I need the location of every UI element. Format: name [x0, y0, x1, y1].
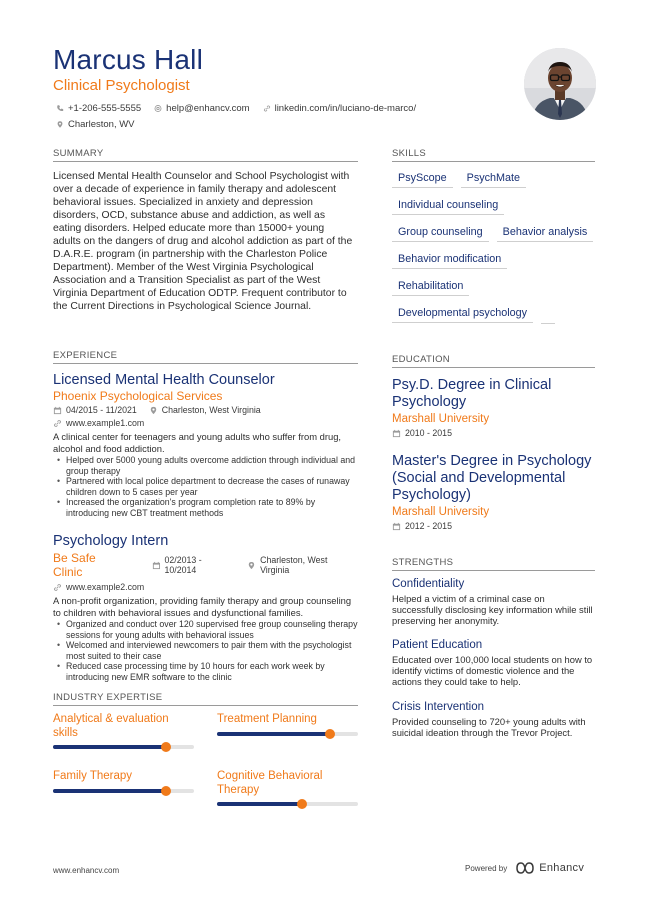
skills-list [392, 170, 597, 332]
calendar-icon [152, 561, 161, 570]
experience-description: A clinical center for teenagers and young adults who suffer from drug, alcohol and food addiction. [53, 431, 342, 454]
experience-company: Be Safe Clinic [53, 551, 96, 579]
expertise-item [53, 713, 195, 749]
skill-tag: PsyScope [392, 170, 453, 188]
experience-meta [53, 405, 358, 415]
list-item: • Partnered with local police department to decrease the cases of runaway children down to 5 cases per year [53, 476, 358, 497]
avatar [524, 48, 596, 120]
expertise-bar-knob [325, 729, 335, 739]
strength-title: Crisis Intervention [392, 701, 485, 713]
expertise-item [217, 770, 359, 806]
phone-contact[interactable] [56, 103, 141, 114]
expertise-bar-fill [53, 789, 166, 793]
footer-powered [465, 862, 584, 874]
expertise-bar-fill [217, 732, 330, 736]
footer-website[interactable]: www.enhancv.com [53, 866, 120, 875]
strength-description: Provided counseling to 720+ young adults with suicidal ideation through the Trevor Project. [392, 716, 586, 739]
location-pin-icon [247, 561, 256, 570]
experience-description: A non-profit organization, providing family therapy and group counseling to children with behavioral issues and dysfunctional families. [53, 595, 352, 618]
skill-tag: Group counseling [392, 224, 489, 242]
expertise-bar [217, 802, 358, 806]
calendar-icon [392, 429, 401, 438]
expertise-bar [53, 745, 194, 749]
skill-tag: Rehabilitation [392, 278, 469, 296]
enhancv-logo-icon [515, 862, 535, 874]
location-text: Charleston, WV [68, 119, 135, 130]
education-school: Marshall University [392, 506, 490, 518]
location-pin-icon [149, 406, 158, 415]
candidate-name: Marcus Hall [53, 44, 204, 75]
list-item: • Helped over 5000 young adults overcome addiction through individual and group therapy [53, 455, 358, 476]
skills-heading: SKILLS [392, 148, 595, 162]
experience-heading: EXPERIENCE [53, 350, 358, 364]
experience-link-text: www.example2.com [66, 582, 145, 592]
phone-icon [56, 104, 64, 113]
expertise-bar [53, 789, 194, 793]
link-icon [53, 583, 62, 592]
brand-name: Enhancv [539, 862, 585, 874]
linkedin-contact[interactable] [263, 103, 417, 114]
skill-tag: PsychMate [461, 170, 526, 188]
education-heading: EDUCATION [392, 354, 595, 368]
link-icon [53, 419, 62, 428]
strengths-heading: STRENGTHS [392, 557, 595, 571]
list-item: • Reduced case processing time by 10 hours for each work week by introducing new EMR software to the clinic [53, 661, 358, 682]
profile-photo [524, 48, 596, 120]
email-contact[interactable] [154, 103, 249, 114]
expertise-bar-fill [53, 745, 166, 749]
expertise-bar-knob [297, 799, 307, 809]
experience-bullets [53, 619, 358, 683]
location-pin-icon [56, 120, 64, 129]
summary-text: Licensed Mental Health Counselor and School Psychologist with over a decade of experience in family therapy and adolescent behavioral issues. Specialized in anxiety and depression disorders, OCD, substance abuse and addiction, as well as eating disorders. Helped educate more than 15000+ young adults on the dangers of drug and alcohol addiction as part of the D.A.R.E. program (in partnership with the Charleston Police Department). Member of the West Virginia Psychological Association and a Transition Specialist as part of the West Virginia Department of Education ODTP. Frequent contributor to the Current Directions in Psychological Science Journal. [53, 171, 353, 312]
location-contact [56, 119, 135, 130]
expertise-label: Analytical & evaluation skills [53, 713, 169, 739]
linkedin-text: linkedin.com/in/luciano-de-marco/ [274, 103, 417, 114]
expertise-bar [217, 732, 358, 736]
strength-description: Educated over 100,000 local students on how to identify victims of domestic violence and the actions they could take to help. [392, 654, 593, 688]
experience-item [53, 372, 358, 519]
expertise-bar-knob [161, 742, 171, 752]
experience-link[interactable] [53, 418, 358, 428]
experience-link[interactable] [53, 582, 358, 592]
expertise-label: Cognitive Behavioral Therapy [217, 770, 323, 796]
education-dates: 2012 - 2015 [405, 521, 452, 531]
list-item: • Welcomed and interviewed newcomers to pair them with the psychologist most suited to their case [53, 640, 358, 661]
phone-text: +1-206-555-5555 [68, 103, 142, 114]
experience-link-text: www.example1.com [66, 418, 145, 428]
strength-title: Patient Education [392, 639, 483, 651]
skill-tag: Developmental psychology [392, 305, 533, 323]
link-icon [263, 104, 271, 113]
contact-info [56, 101, 416, 133]
strength-item [392, 701, 597, 738]
education-school: Marshall University [392, 413, 490, 425]
strength-title: Confidentiality [392, 578, 465, 590]
skill-tag: Behavior analysis [497, 224, 594, 242]
expertise-bar-knob [161, 786, 171, 796]
calendar-icon [53, 406, 62, 415]
experience-role: Psychology Intern [53, 533, 169, 549]
education-degree: Master's Degree in Psychology (Social and Developmental Psychology) [392, 453, 592, 503]
industry-expertise-heading: INDUSTRY EXPERTISE [53, 692, 358, 706]
experience-role: Licensed Mental Health Counselor [53, 372, 275, 388]
list-item: • Increased the organization's program completion rate to 89% by introducing new CBT treatment methods [53, 497, 358, 518]
at-icon [154, 104, 162, 113]
experience-item [53, 533, 358, 683]
list-item: • Organized and conduct over 120 supervised free group counseling therapy sessions for young adults with behavioral issues [53, 619, 358, 640]
expertise-label: Family Therapy [53, 770, 133, 782]
strength-description: Helped a victim of a criminal case on successfully disclosing key information while still preserving her anonymity. [392, 593, 593, 627]
experience-location: Charleston, West Virginia [260, 555, 328, 575]
experience-meta [53, 551, 358, 579]
skill-tag: Individual counseling [392, 197, 504, 215]
experience-bullets [53, 455, 358, 519]
summary-heading: SUMMARY [53, 148, 358, 162]
brand-logo[interactable] [515, 862, 584, 874]
strength-item [392, 578, 597, 627]
experience-dates: 02/2013 - 10/2014 [164, 555, 202, 575]
expertise-label: Treatment Planning [217, 713, 317, 725]
experience-company: Phoenix Psychological Services [53, 389, 223, 403]
email-text: help@enhancv.com [166, 103, 250, 114]
skill-tag: Behavior modification [392, 251, 507, 269]
expertise-bar-fill [217, 802, 302, 806]
education-item [392, 377, 597, 438]
expertise-item [217, 713, 359, 736]
powered-by-text: Powered by [465, 863, 508, 873]
education-degree: Psy.D. Degree in Clinical Psychology [392, 377, 552, 410]
education-item [392, 453, 597, 531]
candidate-title: Clinical Psychologist [53, 77, 190, 94]
education-dates: 2010 - 2015 [405, 428, 452, 438]
calendar-icon [392, 522, 401, 531]
strength-item [392, 639, 597, 688]
skill-tag-empty [541, 305, 555, 324]
experience-location: Charleston, West Virginia [161, 405, 261, 415]
expertise-item [53, 770, 195, 793]
experience-dates: 04/2015 - 11/2021 [66, 405, 137, 415]
